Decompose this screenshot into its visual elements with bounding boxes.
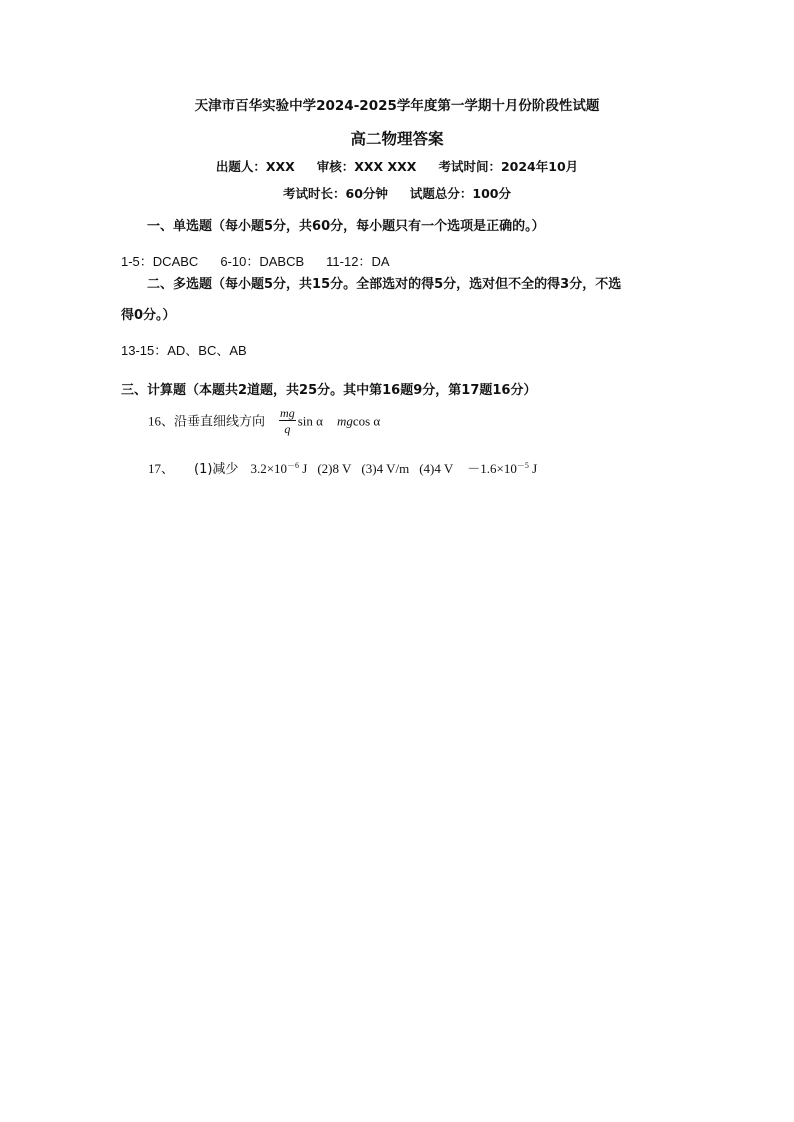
answer-range: 11-12： — [326, 254, 372, 269]
reviewer-label: 审核：XXX XXX — [316, 159, 417, 174]
total-score-label: 试题总分：100分 — [409, 186, 511, 201]
part-1-exponent: －6 — [287, 461, 300, 470]
part-5-exponent: －5 — [516, 461, 529, 470]
author-label: 出题人：XXX — [215, 159, 295, 174]
answer-range: 1-5： — [121, 254, 153, 269]
section2-heading-line2: 得0分。） — [121, 308, 176, 323]
fraction-numerator: mg — [280, 406, 295, 420]
subject-title: 高二物理答案 — [350, 130, 444, 148]
question-number: 17、 — [148, 461, 175, 476]
section2-answer: 13-15：AD、BC、AB — [121, 343, 247, 358]
section1-heading: 一、单选题（每小题5分，共60分，每小题只有一个选项是正确的。） — [147, 219, 545, 234]
section2-heading-line1: 二、多选题（每小题5分，共15分。全部选对的得5分，选对但不全的得3分，不选 — [147, 277, 622, 292]
part-2: (2)8 V — [317, 461, 352, 476]
question-number: 16、 — [148, 413, 175, 429]
question-17-answer — [148, 458, 537, 477]
direction-text: 沿垂直细线方向 — [174, 414, 266, 430]
sin-term: sin α — [297, 413, 323, 429]
question-16-answer — [148, 407, 380, 435]
meta-line-2 — [0, 184, 794, 202]
answer-value: DCABC — [152, 254, 199, 269]
mg-term: mg — [336, 413, 353, 429]
fraction-denominator: q — [284, 422, 291, 436]
exam-time-label: 考试时间：2024年10月 — [438, 159, 579, 174]
part-1-value: 3.2×10 — [250, 461, 288, 476]
meta-line-1 — [0, 157, 794, 175]
duration-label: 考试时长：60分钟 — [283, 186, 388, 201]
cos-term: cos α — [352, 413, 381, 429]
fraction-mg-over-q — [279, 407, 296, 435]
part-5-value: －1.6×10 — [467, 461, 517, 476]
answer-range: 6-10： — [220, 254, 260, 269]
part-3: (3)4 V/m — [361, 461, 410, 476]
section1-answers — [121, 251, 390, 270]
answer-value: DA — [371, 254, 390, 269]
part-1-label: (1)减少 — [194, 462, 239, 477]
part-4: (4)4 V — [419, 461, 454, 476]
part-1-unit: J — [302, 461, 308, 476]
school-title: 天津市百华实验中学2024-2025学年度第一学期十月份阶段性试题 — [194, 98, 600, 114]
part-5-unit: J — [532, 461, 538, 476]
answer-value: DABCB — [259, 254, 305, 269]
section3-heading: 三、计算题（本题共2道题，共25分。其中第16题9分，第17题16分） — [121, 383, 537, 398]
